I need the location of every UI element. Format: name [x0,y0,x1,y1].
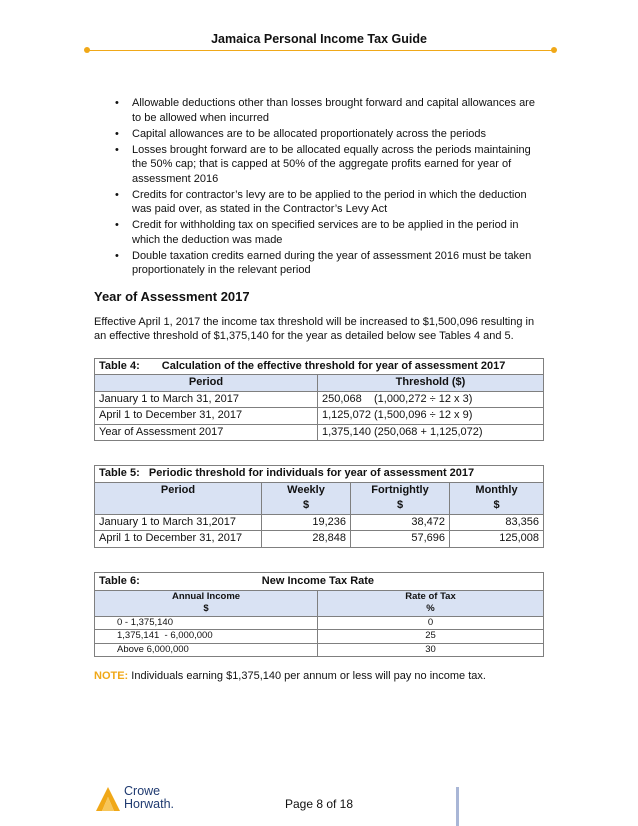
table-6-header-income: Annual Income $ [95,590,318,616]
table-5-header-monthly: Monthly $ [450,482,544,514]
table-4-header-threshold: Threshold ($) [318,375,544,392]
table-row: Above 6,000,000 30 [95,643,544,657]
footer-divider-bar [456,787,459,826]
bullet-list [94,96,544,278]
bullet-dot-icon: • [115,143,119,156]
page-header-title: Jamaica Personal Income Tax Guide [211,32,427,46]
bullet-dot-icon: • [115,127,119,140]
table-6-header-rate: Rate of Tax % [318,590,544,616]
bullet-item: • Credits for contractor’s levy are to be applied to the period in which the deduction was paid over, as stated in the Contractor’s Levy Act [115,188,527,215]
table-row: 0 - 1,375,140 0 [95,616,544,630]
note [94,669,544,684]
bullet-dot-icon: • [115,188,119,201]
section-intro: Effective April 1, 2017 the income tax threshold will be increased to $1,500,096 resulting in an effective threshold of $1,375,140 for the year as detailed below see Tables 4 and 5. [94,315,535,342]
logo-line-1: Crowe [124,784,161,798]
note-text: Individuals earning $1,375,140 per annum or less will pay no income tax. [128,670,486,682]
table-row: 1,375,141 - 6,000,000 25 [95,630,544,644]
table-5-caption: Table 5: Periodic threshold for individuals for year of assessment 2017 [95,466,544,483]
page-number: Page 8 of 18 [284,797,354,811]
page-content [94,96,544,684]
bullet-dot-icon: • [115,249,119,262]
table-4-caption: Table 4: Calculation of the effective threshold for year of assessment 2017 [95,358,544,375]
bullet-item: • Credit for withholding tax on specified services are to be applied in the period in which the deduction was made [115,219,519,246]
table-6-caption: Table 6: New Income Tax Rate [95,572,544,590]
table-6 [94,572,544,658]
table-4-header-period: Period [95,375,318,392]
bullet-dot-icon: • [115,97,119,109]
note-label: NOTE: [94,670,129,682]
table-row: January 1 to March 31, 2017 250,068 (1,000,272 ÷ 12 x 3) [95,391,544,408]
table-row: Year of Assessment 2017 1,375,140 (250,068 + 1,125,072) [95,424,544,441]
table-4 [94,358,544,442]
table-5 [94,465,544,548]
table-row: April 1 to December 31, 2017 1,125,072 (1,500,096 ÷ 12 x 9) [95,408,544,425]
section-heading: Year of Assessment 2017 [94,288,250,304]
bullet-item: • Losses brought forward are to be allocated equally across the periods maintaining the 50% cap; that is capped at 50% of the aggregate profits earned for year of assessment 2016 [115,143,531,185]
table-5-header-period: Period [95,482,262,514]
table-5-header-weekly: Weekly $ [262,482,351,514]
header-rule [87,50,554,51]
bullet-item: • Double taxation credits earned during the year of assessment 2016 must be taken proportionately in the relevant period [115,249,532,276]
table-5-header-fortnightly: Fortnightly $ [351,482,450,514]
header-rule-dot-right [551,47,557,53]
table-row: January 1 to March 31,2017 19,236 38,472 83,356 [95,514,544,531]
bullet-item: • Capital allowances are to be allocated proportionately across the periods [115,127,487,140]
bullet-item: • Allowable deductions other than losses brought forward and capital allowances are to be allowed when incurred [115,97,535,124]
table-row: April 1 to December 31, 2017 28,848 57,696 125,008 [95,531,544,548]
bullet-dot-icon: • [115,219,119,231]
logo-line-2: Horwath. [124,797,175,811]
